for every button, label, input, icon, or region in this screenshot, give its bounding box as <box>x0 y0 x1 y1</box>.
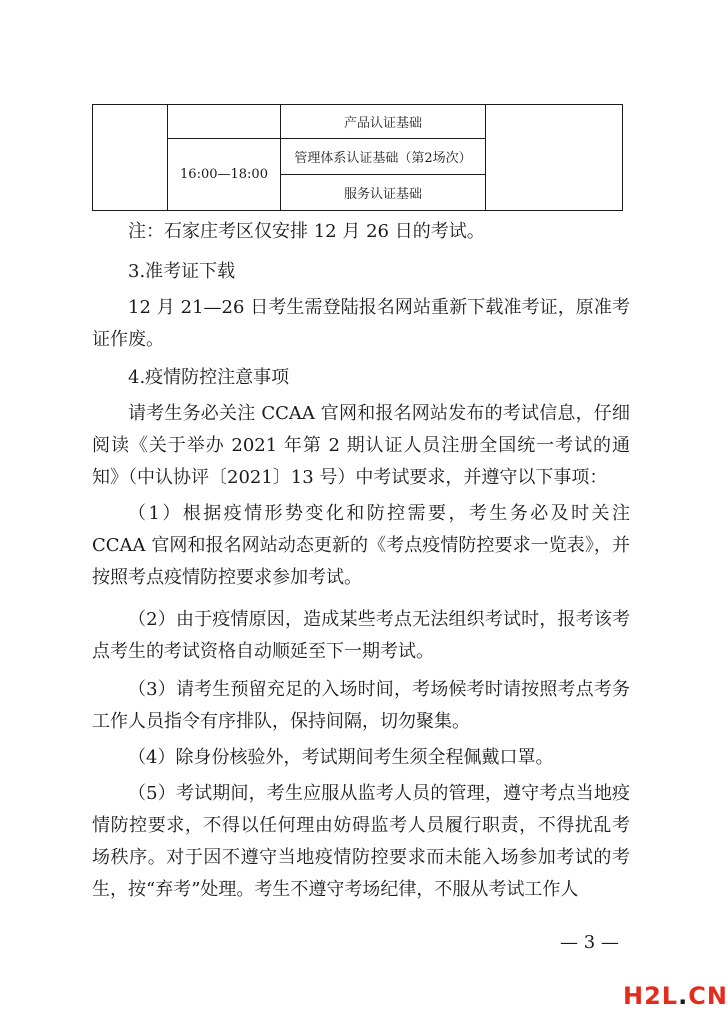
section-heading: 3.准考证下载 <box>128 261 236 282</box>
watermark-right: CN <box>688 982 728 1010</box>
watermark-dot: . <box>678 982 689 1010</box>
table-cell-empty <box>486 105 623 211</box>
list-item: （2）由于疫情原因，造成某些考点无法组织考试时，报考该考点考生的考试资格自动顺延至下一期考试。 <box>92 609 630 662</box>
table-cell-empty <box>93 105 168 211</box>
exam-schedule-table <box>92 104 623 211</box>
table-row <box>93 105 623 139</box>
watermark-logo <box>623 982 728 1010</box>
table-cell-subject: 管理体系认证基础（第2场次） <box>281 139 486 175</box>
body-paragraph: 请考生务必关注 CCAA 官网和报名网站发布的考试信息，仔细阅读《关于举办 2021 年第 2 期认证人员注册全国统一考试的通知》（中认协评〔2021〕13 号）中考试要求，并遵守以下事项： <box>92 403 630 488</box>
list-item: （1）根据疫情形势变化和防控需要，考生务必及时关注 CCAA 官网和报名网站动态更新的《考点疫情防控要求一览表》，并按照考点疫情防控要求参加考试。 <box>92 503 630 588</box>
body-paragraph: 12 月 21—26 日考生需登陆报名网站重新下载准考证，原准考证作废。 <box>92 297 630 350</box>
note-paragraph: 注：石家庄考区仅安排 12 月 26 日的考试。 <box>128 221 485 242</box>
section-heading: 4.疫情防控注意事项 <box>128 367 290 388</box>
page-number: — 3 — <box>560 932 619 953</box>
table-cell-time: 16:00—18:00 <box>168 139 281 211</box>
watermark-left: H2L <box>623 982 679 1010</box>
table-cell-subject: 服务认证基础 <box>281 175 486 211</box>
table-cell-subject: 产品认证基础 <box>281 105 486 139</box>
list-item: （4）除身份核验外，考试期间考生须全程佩戴口罩。 <box>128 747 554 768</box>
table-cell-empty <box>168 105 281 139</box>
list-item: （5）考试期间，考生应服从监考人员的管理，遵守考点当地疫情防控要求，不得以任何理由妨碍监考人员履行职责，不得扰乱考场秩序。对于因不遵守当地疫情防控要求而未能入场参加考试的考生，按“弃考”处理。考生不遵守考场纪律，不服从考试工作人 <box>92 783 630 900</box>
list-item: （3）请考生预留充足的入场时间，考场候考时请按照考点考务工作人员指令有序排队，保持间隔，切勿聚集。 <box>92 679 630 732</box>
